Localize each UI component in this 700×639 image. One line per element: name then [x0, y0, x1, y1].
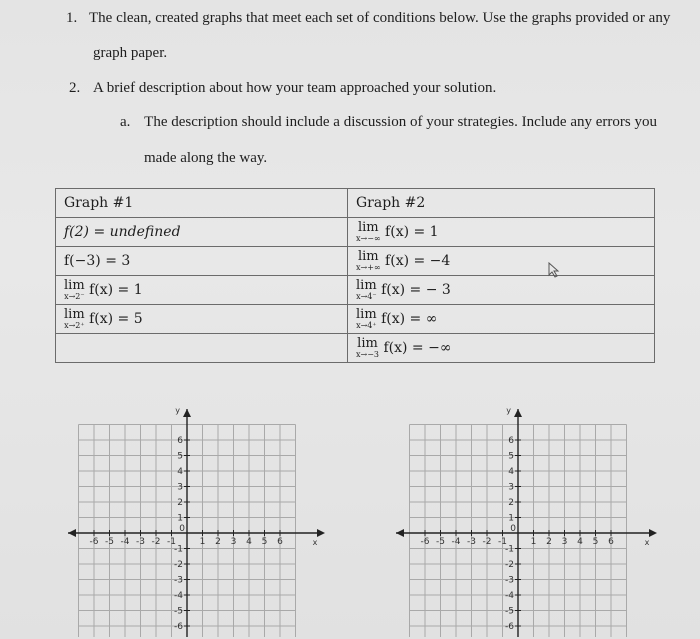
item-2a	[120, 114, 657, 131]
item-1-continued: graph paper.	[93, 45, 168, 61]
limit-operator: lim x→4⁺	[356, 307, 377, 330]
x-tick-label: 6	[608, 537, 614, 547]
x-tick-label: 4	[577, 537, 583, 547]
graph2-header: Graph #2	[348, 189, 655, 218]
limit-operator: lim x→+∞	[356, 249, 381, 272]
item-text: A brief description about how your team approached your solution.	[93, 80, 497, 96]
conditions-table	[55, 188, 655, 363]
y-tick-label: 2	[177, 498, 183, 508]
item-number: 1.	[66, 10, 78, 26]
coordinate-grid-1	[65, 405, 327, 637]
y-axis-arrow-icon	[183, 409, 191, 417]
item-1	[66, 10, 670, 27]
y-axis-label: y	[175, 406, 180, 415]
x-tick-label: -6	[420, 537, 430, 547]
limit-operator: lim x→4⁻	[356, 278, 377, 301]
x-tick-label: 4	[246, 537, 252, 547]
condition-expr: f(x) = − 3	[381, 282, 451, 298]
origin-label: 0	[510, 524, 516, 534]
graph1-condition	[56, 218, 348, 247]
x-tick-label: 1	[199, 537, 206, 547]
graph2-condition	[348, 305, 655, 334]
y-tick-label: -6	[174, 622, 183, 632]
coordinate-grid-2	[393, 405, 659, 637]
y-tick-label: -6	[505, 622, 514, 632]
graph1-condition	[56, 305, 348, 334]
x-axis-arrow-icon	[649, 529, 657, 537]
x-tick-label: 1	[530, 537, 537, 547]
x-tick-label: 2	[215, 537, 221, 547]
x-tick-label: 2	[546, 537, 552, 547]
y-axis-arrow-icon	[514, 409, 522, 417]
condition-expr: f(x) = −4	[385, 253, 451, 269]
y-axis-label: y	[506, 406, 511, 415]
y-tick-label: -5	[505, 606, 514, 617]
condition-expr: f(x) = 1	[89, 282, 143, 298]
graph-1-grid	[65, 405, 327, 637]
y-tick-label: 1	[177, 513, 183, 524]
x-tick-label: 5	[261, 537, 268, 547]
graph-2-grid	[393, 405, 659, 637]
graph1-condition	[56, 247, 348, 276]
condition-expr: f(−3) = 3	[64, 253, 131, 269]
x-tick-label: -2	[151, 537, 161, 547]
condition-expr: f(x) = −∞	[383, 340, 452, 356]
x-tick-label: 6	[277, 537, 283, 547]
y-tick-label: 5	[508, 451, 514, 462]
graph1-condition	[56, 276, 348, 305]
y-tick-label: 4	[508, 467, 514, 477]
origin-label: 0	[179, 524, 185, 534]
item-2	[69, 80, 496, 97]
y-tick-label: 4	[177, 467, 183, 477]
limit-operator: lim x→2⁺	[64, 307, 85, 330]
graph2-condition	[348, 247, 655, 276]
y-tick-label: -4	[174, 591, 183, 601]
y-tick-label: -4	[505, 591, 514, 601]
y-tick-label: -3	[505, 575, 514, 586]
graph2-condition	[348, 276, 655, 305]
limit-operator: lim x→−∞	[356, 220, 381, 243]
x-tick-label: -3	[136, 537, 145, 547]
x-tick-label: -1	[167, 537, 176, 547]
item-text: The clean, created graphs that meet each set of conditions below. Use the graphs provided or any	[89, 10, 671, 26]
x-tick-label: 3	[561, 537, 568, 547]
y-tick-label: -2	[174, 560, 183, 570]
item-letter: a.	[120, 114, 131, 130]
x-tick-label: -6	[89, 537, 99, 547]
condition-expr: f(2) = undefined	[64, 224, 181, 240]
y-tick-label: 6	[508, 436, 514, 446]
y-tick-label: 5	[177, 451, 183, 462]
x-tick-label: -2	[482, 537, 492, 547]
y-tick-label: 6	[177, 436, 183, 446]
item-2a-continued: made along the way.	[144, 150, 268, 166]
x-tick-label: -3	[467, 537, 476, 547]
graph1-header: Graph #1	[56, 189, 348, 218]
x-tick-label: -5	[436, 537, 445, 547]
x-axis-arrow-icon	[317, 529, 325, 537]
graph2-condition	[348, 218, 655, 247]
mouse-cursor-icon	[546, 262, 562, 278]
x-tick-label: -4	[120, 537, 130, 547]
item-number: 2.	[69, 80, 81, 96]
y-tick-label: 2	[508, 498, 514, 508]
x-tick-label: -5	[105, 537, 114, 547]
y-tick-label: -5	[174, 606, 183, 617]
x-axis-left-arrow-icon	[396, 529, 404, 537]
y-tick-label: 1	[508, 513, 514, 524]
y-tick-label: -2	[505, 560, 514, 570]
condition-expr: f(x) = 5	[89, 311, 143, 327]
graph1-empty-cell	[56, 334, 348, 363]
item-text: The description should include a discussion of your strategies. Include any errors you	[144, 114, 657, 130]
x-axis-left-arrow-icon	[68, 529, 76, 537]
limit-operator: lim x→−3	[356, 336, 380, 359]
x-tick-label: -4	[451, 537, 461, 547]
x-axis-label: x	[312, 538, 318, 547]
y-tick-label: -3	[174, 575, 183, 586]
y-tick-label: 3	[508, 482, 514, 493]
y-tick-label: -1	[174, 544, 183, 555]
x-tick-label: 3	[230, 537, 237, 547]
x-axis-label: x	[644, 538, 650, 547]
condition-expr: f(x) = ∞	[381, 311, 438, 327]
graph2-condition	[348, 334, 655, 363]
y-tick-label: -1	[505, 544, 514, 555]
x-tick-label: -1	[498, 537, 507, 547]
limit-operator: lim x→2⁻	[64, 278, 85, 301]
condition-expr: f(x) = 1	[385, 224, 439, 240]
x-tick-label: 5	[592, 537, 599, 547]
y-tick-label: 3	[177, 482, 183, 493]
